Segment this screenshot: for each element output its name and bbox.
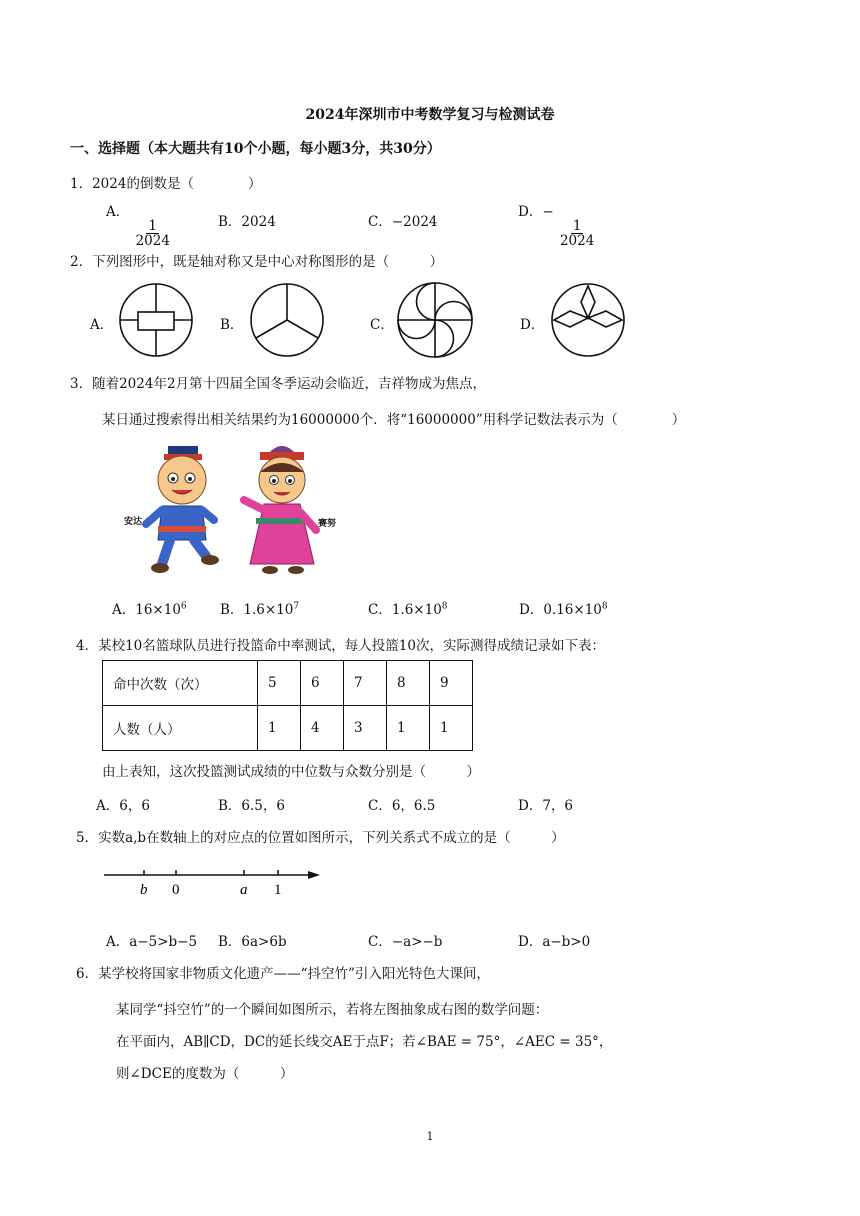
q5-number-line: [100, 862, 324, 898]
q4-stem: 4．某校10名篮球队员进行投篮命中率测试，每人投篮10次，实际测得成绩记录如下表：: [76, 638, 605, 654]
q3-option-a: A．$16\times 10^6$: [112, 601, 187, 618]
q2-figure-c: [396, 281, 474, 359]
q5-option-b: B．6a>6b: [218, 934, 287, 950]
q5-stem: 5．实数a,b在数轴上的对应点的位置如图所示，下列关系式不成立的是（ ）: [76, 830, 565, 846]
q4-question: 由上表知，这次投篮测试成绩的中位数与众数分别是（ ）: [102, 764, 480, 780]
table-cell: 3: [344, 706, 387, 751]
q3-option-b: B．$1.6\times 10^7$: [220, 601, 300, 618]
q2-option-d-label: D．: [520, 317, 545, 333]
mascot-girl: [244, 446, 316, 574]
q2-figure-a: [118, 282, 194, 358]
table-cell: 1: [387, 706, 430, 751]
q6-stem-line1: 6．某学校将国家非物质文化遗产——“抖空竹”引入阳光特色大课间，: [76, 966, 490, 982]
q4-option-b: B．6.5，6: [218, 798, 285, 814]
page-title: 2024年深圳市中考数学复习与检测试卷: [305, 107, 555, 123]
q6-stem-line2: 某同学“抖空竹”的一个瞬间如图所示，若将左图抽象成右图的数学问题：: [116, 1002, 549, 1018]
table-header-cell: 命中次数（次）: [103, 661, 258, 706]
q2-stem: 2．下列图形中，既是轴对称又是中心对称图形的是（ ）: [70, 254, 444, 270]
section-heading: 一、选择题（本大题共有10个小题，每小题3分，共30分）: [70, 141, 441, 157]
q6-stem-line3: 在平面内，AB∥CD，DC的延长线交AE于点F；若∠BAE = 75°，∠AEC = 35°，: [116, 1034, 613, 1050]
q5-option-c: C．−a>−b: [368, 934, 443, 950]
table-cell: 8: [387, 661, 430, 706]
q4-option-d: D．7，6: [518, 798, 574, 814]
page-number: 1: [426, 1130, 434, 1143]
q3-option-c: C．$1.6\times 10^8$: [368, 601, 448, 618]
q2-figure-b: [249, 282, 325, 358]
table-cell: 6: [301, 661, 344, 706]
table-row: [103, 706, 473, 751]
mascot-left-name: 安达: [124, 516, 143, 526]
q3-option-d: D．$0.16\times 10^8$: [519, 601, 608, 618]
number-line-label-1: 1: [274, 882, 282, 898]
q1-option-a: A． $\frac{1}{2024}$: [106, 204, 170, 250]
q5-option-d: D．a−b>0: [518, 934, 591, 950]
q4-option-a: A．6，6: [96, 798, 150, 814]
q3-stem-line2: 某日通过搜索得出相关结果约为16000000个．将“16000000”用科学记数法表示为（ ）: [102, 412, 686, 428]
mascot-boy: [146, 446, 219, 573]
table-cell: 9: [430, 661, 473, 706]
table-cell: 5: [258, 661, 301, 706]
mascot-right-name: 赛努: [318, 518, 337, 528]
q1-stem: 1．2024的倒数是（ ）: [70, 176, 262, 192]
table-header-cell: 人数（人）: [103, 706, 258, 751]
q3-stem-line1: 3．随着2024年2月第十四届全国冬季运动会临近，吉祥物成为焦点，: [70, 376, 487, 392]
table-cell: 1: [258, 706, 301, 751]
table-cell: 7: [344, 661, 387, 706]
q2-option-b-label: B．: [220, 317, 244, 333]
q4-score-table: [102, 660, 473, 751]
number-line-label-b: b: [140, 882, 148, 898]
q2-option-a-label: A．: [90, 317, 114, 333]
q2-figure-d: [550, 282, 626, 358]
table-row: [103, 661, 473, 706]
table-cell: 1: [430, 706, 473, 751]
number-line-label-a: a: [240, 882, 248, 898]
q1-option-c: C．−2024: [368, 214, 438, 230]
q1-option-d: D．− $\frac{1}{2024}$: [518, 204, 595, 250]
number-line-label-0: 0: [172, 882, 180, 898]
table-cell: 4: [301, 706, 344, 751]
q5-option-a: A．a−5>b−5: [106, 934, 198, 950]
q4-option-c: C．6，6.5: [368, 798, 436, 814]
q3-mascot-illustration: [110, 440, 360, 590]
q1-option-b: B．2024: [218, 214, 276, 230]
q6-stem-line4: 则∠DCE的度数为（ ）: [116, 1066, 294, 1082]
q2-option-c-label: C．: [370, 317, 394, 333]
